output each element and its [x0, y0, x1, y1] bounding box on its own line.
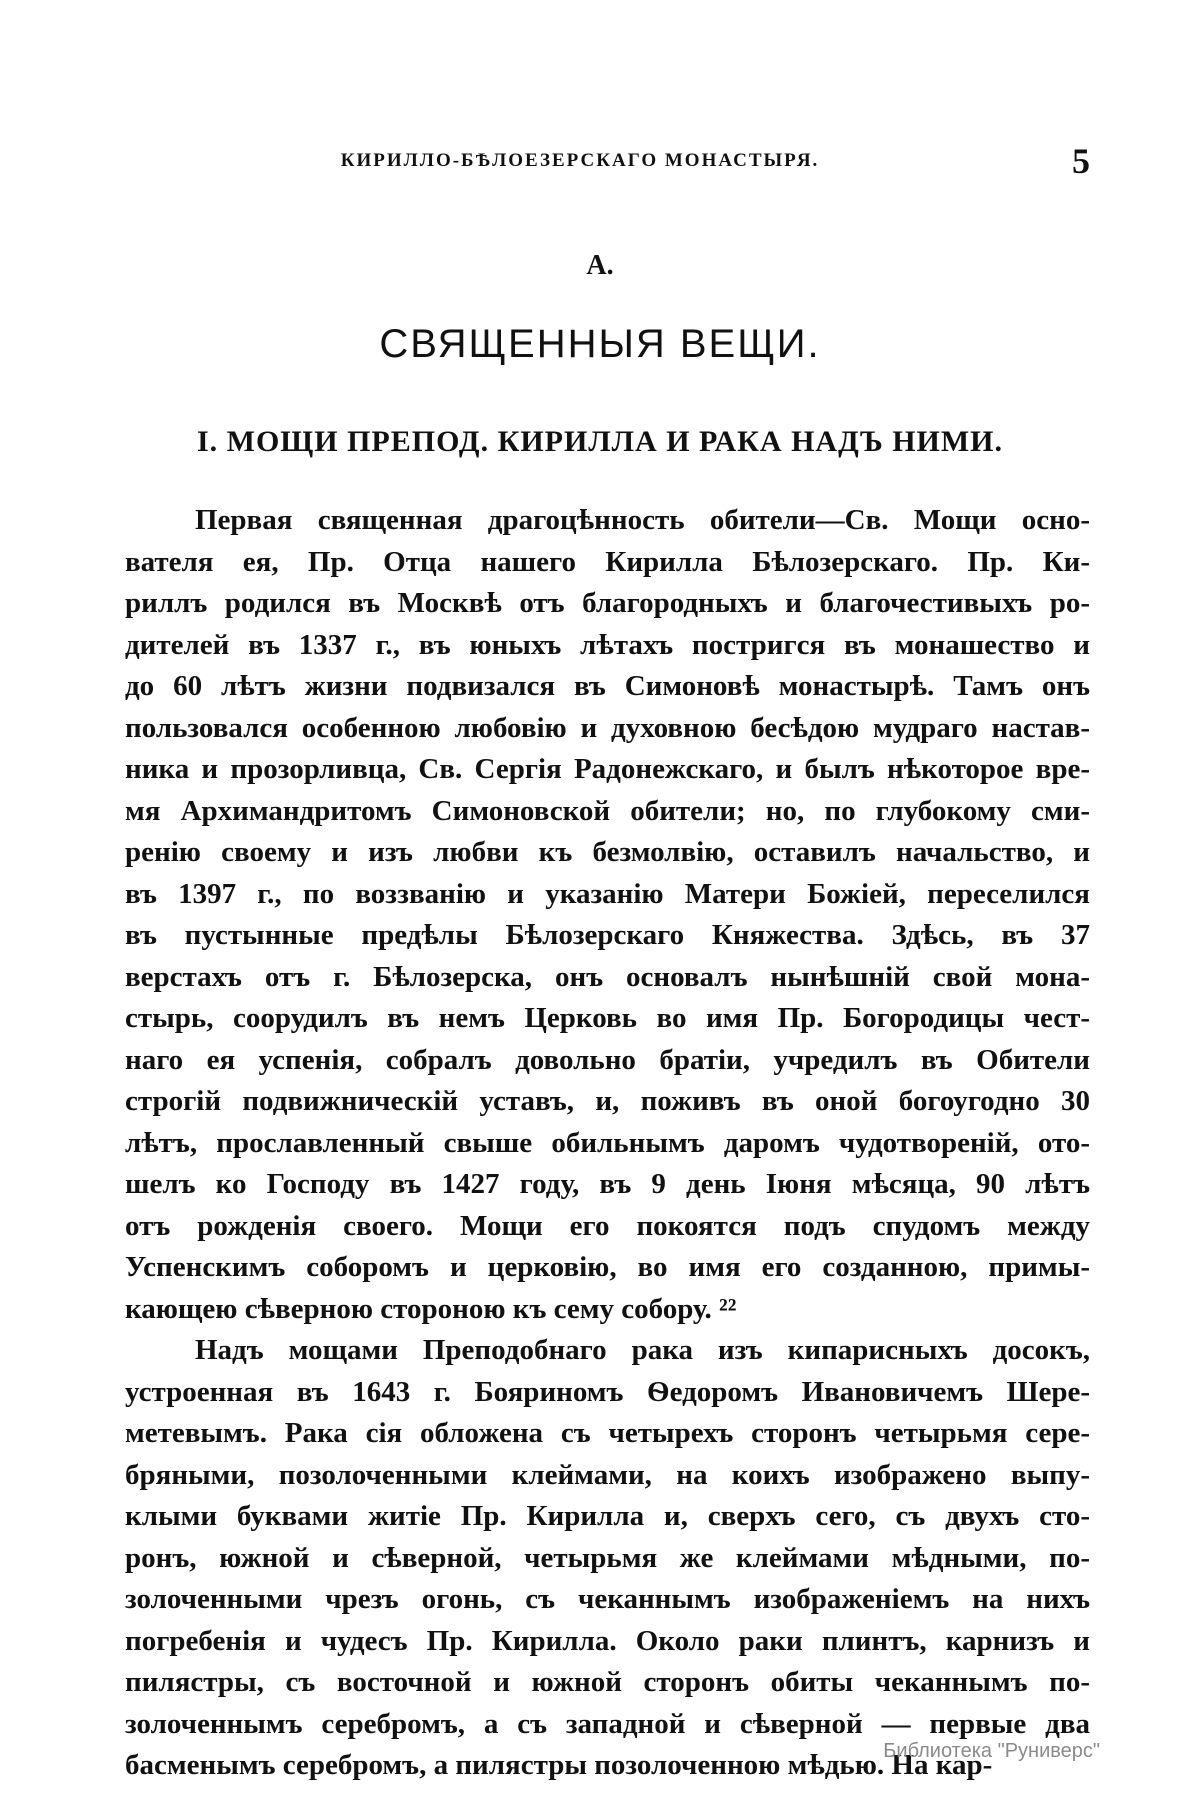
page-number: 5 — [1072, 141, 1090, 181]
text-line: Успенскимъ соборомъ и церковію, во имя его созданною, примы- — [125, 1251, 1090, 1283]
text-line: метевымъ. Рака сія обложена съ четырехъ сторонъ четырьмя сере- — [125, 1417, 1090, 1449]
text-line: ренію своему и изъ любви къ безмолвію, оставилъ начальство, и — [125, 836, 1090, 868]
text-line: устроенная въ 1643 г. Бояриномъ Ѳедоромъ Ивановичемъ Шере- — [125, 1375, 1090, 1408]
text-line: золоченнымъ серебромъ, а съ западной и сѣверной — первые два — [125, 1707, 1090, 1740]
text-line: до 60 лѣтъ жизни подвизался въ Симоновѣ монастырѣ. Тамъ онъ — [125, 670, 1090, 702]
running-title: КИРИЛЛО-БѢЛОЕЗЕРСКАГО МОНАСТЫРЯ. — [340, 150, 820, 171]
text-line: кающею сѣверною стороною къ сему собору. ²² — [125, 1292, 737, 1325]
subsection-title: I. МОЩИ ПРЕПОД. КИРИЛЛА И РАКА НАДЪ НИМИ. — [196, 425, 1004, 458]
paragraph-2 — [125, 1330, 1090, 1787]
text-line: погребенія и чудесъ Пр. Кирилла. Около раки плинтъ, карнизъ и — [125, 1624, 1090, 1657]
text-line: ника и прозорливца, Св. Сергія Радонежскаго, и былъ нѣкоторое вре- — [125, 753, 1090, 785]
text-line: строгій подвижническій уставъ, и, поживъ въ оной богоугодно 30 — [125, 1085, 1090, 1117]
running-header — [0, 150, 1200, 172]
section-letter: А. — [586, 250, 614, 281]
text-line: въ 1397 г., по воззванію и указанію Матери Божіей, переселился — [125, 877, 1090, 910]
text-line: дителей въ 1337 г., въ юныхъ лѣтахъ постригся въ монашество и — [125, 628, 1090, 661]
text-line: шелъ ко Господу въ 1427 году, въ 9 день Іюня мѣсяца, 90 лѣтъ — [125, 1168, 1090, 1200]
text-line: мя Архимандритомъ Симоновской обители; но, по глубокому сми- — [125, 794, 1090, 827]
text-line: золоченными чрезъ огонь, съ чеканнымъ изображеніемъ на нихъ — [125, 1583, 1090, 1615]
text-line: ронъ, южной и сѣверной, четырьмя же клеймами мѣдными, по- — [125, 1541, 1090, 1574]
text-line: Надъ мощами Преподобнаго рака изъ кипарисныхъ досокъ, — [195, 1334, 1090, 1366]
text-line: басменымъ серебромъ, а пилястры позолоченною мѣдью. На кар- — [125, 1749, 993, 1781]
text-line: лѣтъ, прославленный свыше обильнымъ даромъ чудотвореній, ото- — [125, 1126, 1090, 1159]
text-line: наго ея успенія, собралъ довольно братіи, учредилъ въ Обители — [125, 1043, 1090, 1076]
text-line: бряными, позолоченными клеймами, на коихъ изображено выпу- — [125, 1458, 1090, 1491]
text-line: пользовался особенною любовію и духовною бесѣдою мудраго настав- — [125, 711, 1090, 744]
text-line: пилястры, съ восточной и южной сторонъ обиты чеканнымъ по- — [125, 1666, 1090, 1698]
library-watermark: Библиотека "Руниверс" — [883, 1740, 1100, 1762]
text-line: верстахъ отъ г. Бѣлозерска, онъ основалъ нынѣшній свой мона- — [125, 960, 1090, 993]
section-title: СВЯЩЕННЫЯ ВЕЩИ. — [379, 322, 821, 366]
text-line: стырь, соорудилъ въ немъ Церковь во имя Пр. Богородицы чест- — [125, 1002, 1090, 1034]
text-line: клыми буквами житіе Пр. Кирилла и, сверхъ сего, съ двухъ сто- — [125, 1500, 1090, 1532]
text-line: риллъ родился въ Москвѣ отъ благородныхъ и благочестивыхъ ро- — [125, 587, 1090, 619]
text-line: Первая священная драгоцѣнность обители—Св. Мощи осно- — [195, 504, 1090, 536]
text-line: вателя ея, Пр. Отца нашего Кирилла Бѣлозерскаго. Пр. Ки- — [125, 545, 1090, 578]
paragraph-1 — [125, 500, 1090, 1330]
text-line: отъ рожденія своего. Мощи его покоятся подъ спудомъ между — [125, 1209, 1090, 1242]
text-line: въ пустынные предѣлы Бѣлозерскаго Княжества. Здѣсь, въ 37 — [125, 919, 1090, 951]
